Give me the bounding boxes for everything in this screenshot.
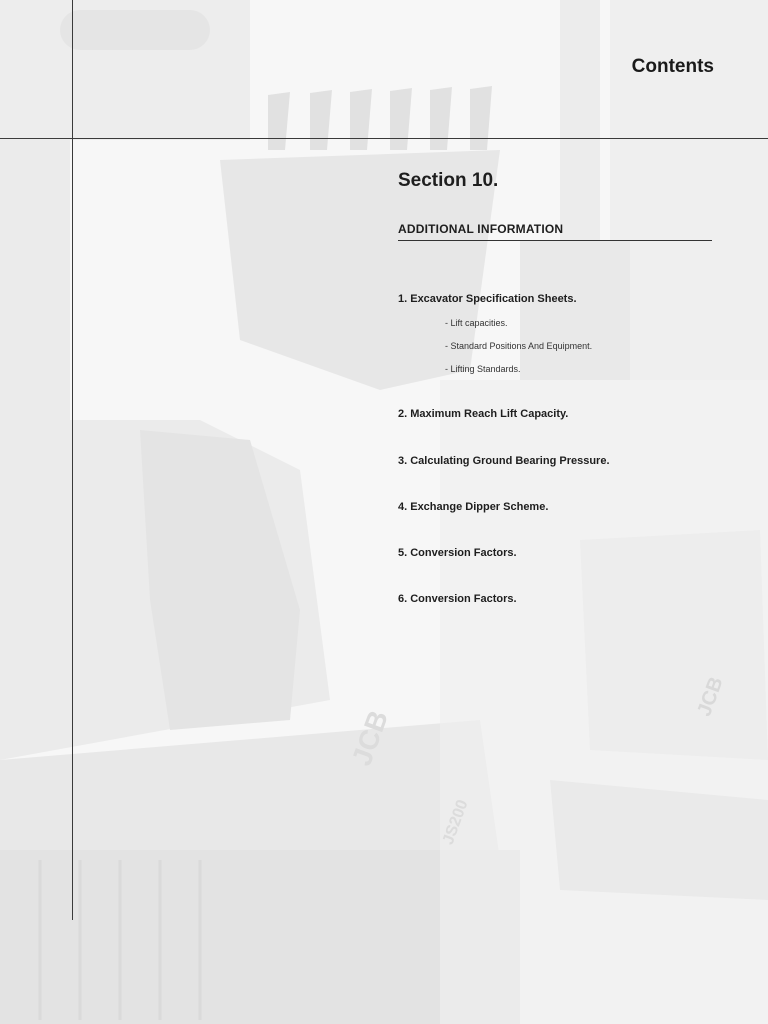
contents-heading: Contents (631, 56, 714, 77)
svg-text:JCB: JCB (345, 706, 395, 770)
svg-text:JS200: JS200 (439, 797, 472, 848)
toc-item-6[interactable]: 6. Conversion Factors. (398, 593, 517, 605)
horizontal-guide-rule (0, 138, 768, 139)
toc-subitem-lifting-standards[interactable]: - Lifting Standards. (445, 364, 521, 374)
section-subtitle: ADDITIONAL INFORMATION (398, 222, 712, 241)
section-title: Section 10. (398, 170, 499, 191)
toc-item-3[interactable]: 3. Calculating Ground Bearing Pressure. (398, 455, 610, 467)
toc-subitem-lift-capacities[interactable]: - Lift capacities. (445, 318, 508, 328)
toc-subitem-standard-positions[interactable]: - Standard Positions And Equipment. (445, 341, 593, 351)
svg-text:JCB: JCB (693, 674, 728, 720)
toc-item-2[interactable]: 2. Maximum Reach Lift Capacity. (398, 408, 569, 420)
toc-item-5[interactable]: 5. Conversion Factors. (398, 547, 517, 559)
toc-item-4[interactable]: 4. Exchange Dipper Scheme. (398, 501, 549, 513)
toc-item-1[interactable]: 1. Excavator Specification Sheets. (398, 293, 577, 305)
